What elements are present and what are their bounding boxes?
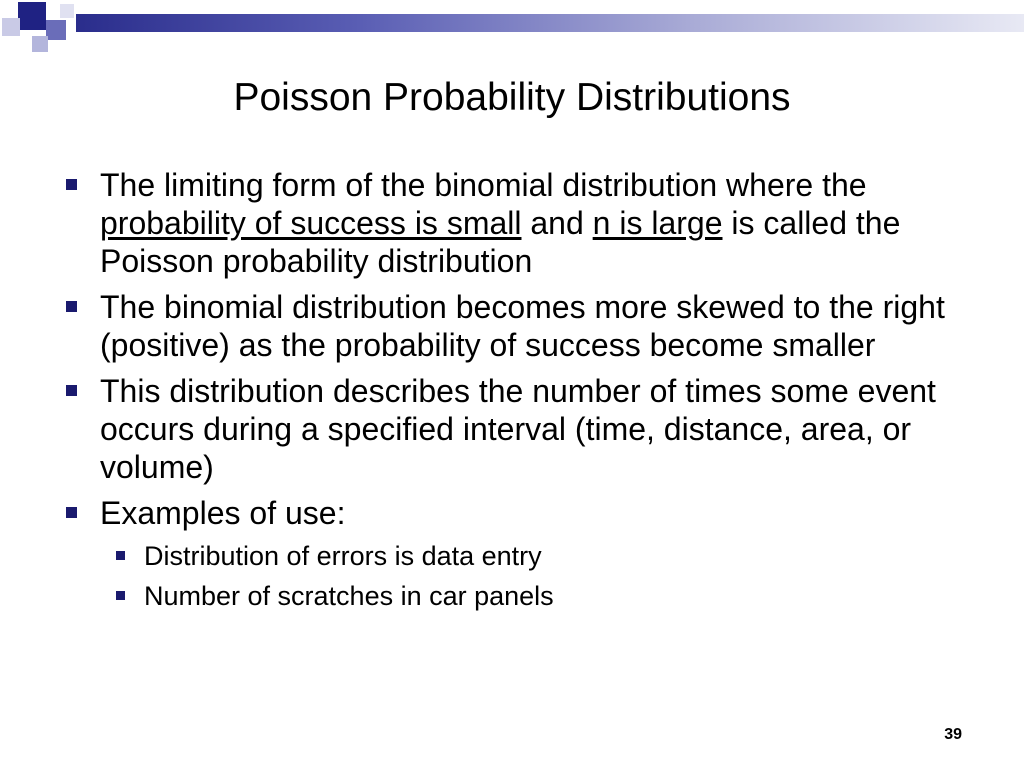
square-bullet-icon xyxy=(116,551,125,560)
bullet-list xyxy=(62,166,982,620)
square-bullet-icon xyxy=(116,591,125,600)
sub-bullet-list xyxy=(62,540,982,612)
bullet-text-part: Examples of use: xyxy=(100,495,346,531)
header-band xyxy=(76,14,1024,32)
bullet-item xyxy=(62,372,982,486)
bullet-text-part: This distribution describes the number of times some event occurs during a specified interval (time, distance, area, or volume) xyxy=(100,373,936,485)
underlined-term: n is large xyxy=(592,205,723,241)
bullet-text-part: and xyxy=(521,205,593,241)
square-bullet-icon xyxy=(66,507,77,518)
slide-title: Poisson Probability Distributions xyxy=(233,76,791,119)
bullet-text-part: The limiting form of the binomial distribution where the xyxy=(100,167,867,203)
sub-bullet-item xyxy=(62,540,982,572)
corner-decoration xyxy=(0,0,80,64)
bullet-item xyxy=(62,166,982,280)
square-bullet-icon xyxy=(66,179,77,190)
sub-bullet-text: Number of scratches in car panels xyxy=(144,581,554,611)
square-bullet-icon xyxy=(66,301,77,312)
underlined-term: probability of success is small xyxy=(100,205,522,241)
page-number: 39 xyxy=(944,726,962,743)
bullet-text-part: The binomial distribution becomes more skewed to the right (positive) as the probability of success become smaller xyxy=(100,289,945,363)
bullet-text-part: is called the Poisson probability distribution xyxy=(100,205,901,279)
bullet-item xyxy=(62,494,982,532)
sub-bullet-item xyxy=(62,580,982,612)
square-bullet-icon xyxy=(66,385,77,396)
bullet-item xyxy=(62,288,982,364)
sub-bullet-text: Distribution of errors is data entry xyxy=(144,541,542,571)
